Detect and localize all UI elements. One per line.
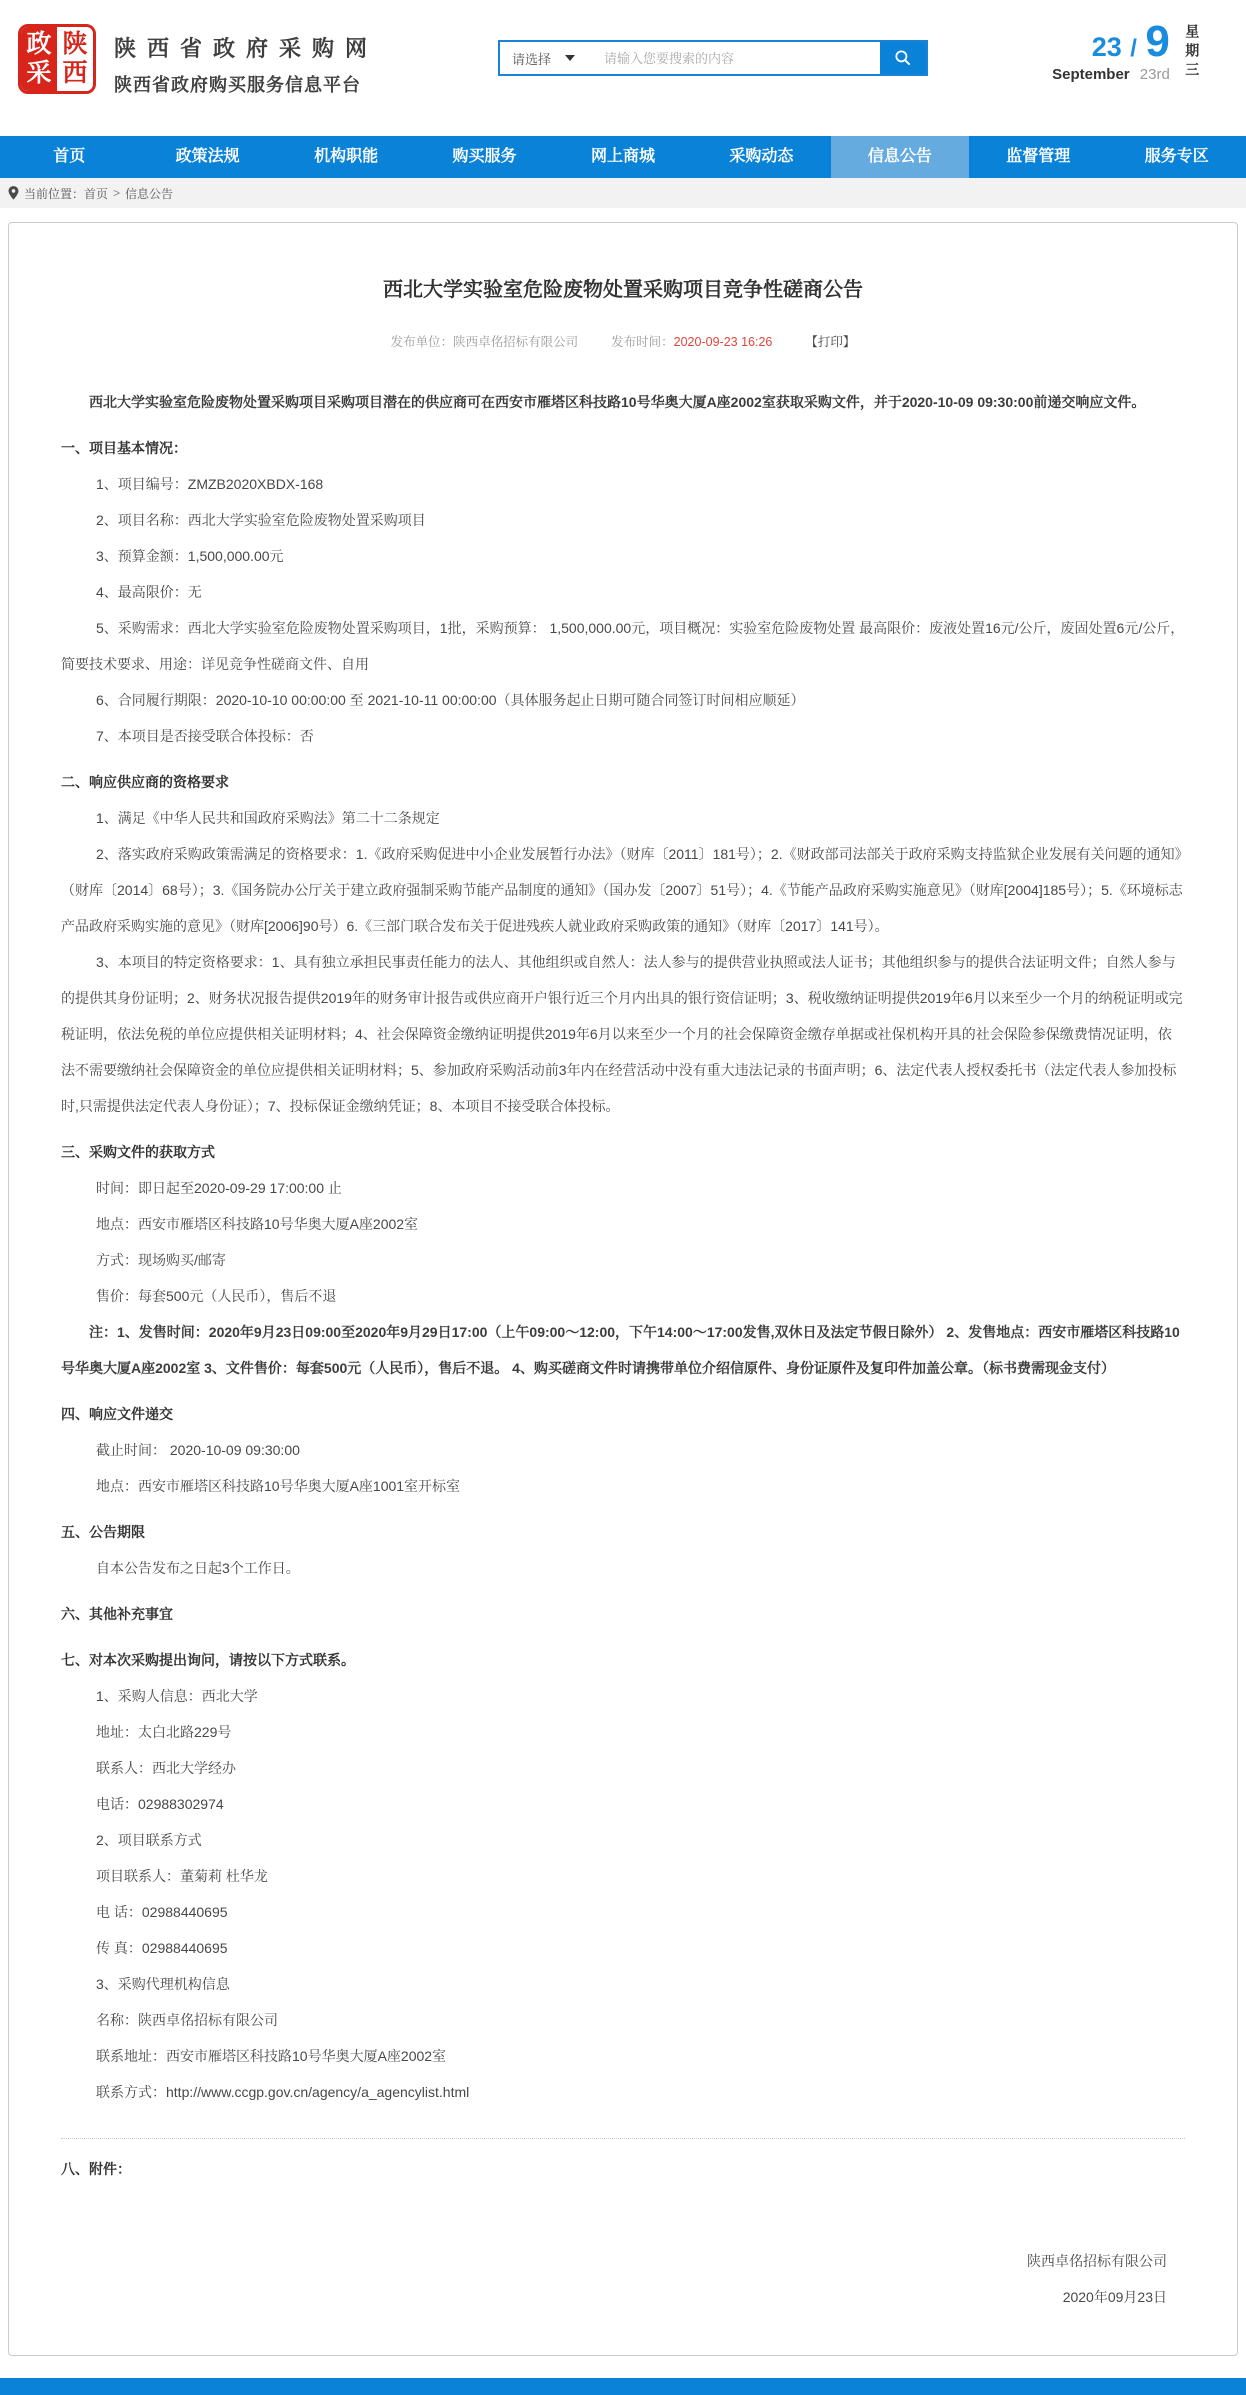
- nav-item-7[interactable]: 信息公告: [831, 136, 969, 178]
- section-heading: 二、响应供应商的资格要求: [61, 774, 229, 790]
- section-heading: 五、公告期限: [61, 1524, 145, 1540]
- content-paragraph: 地点：西安市雁塔区科技路10号华奥大厦A座1001室开标室: [96, 1478, 461, 1494]
- content-paragraph: 3、预算金额：1,500,000.00元: [96, 548, 284, 564]
- search-box: [498, 40, 928, 76]
- section-heading: 四、响应文件递交: [61, 1406, 173, 1422]
- nav: [0, 136, 1246, 178]
- content-paragraph: 5、采购需求：西北大学实验室危险废物处置采购项目，1批，采购预算： 1,500,000.00元，项目概况：实验室危险废物处置 最高限价：废液处置16元/公斤，废固处置6元/公斤，简要技术要求、用途：详见竞争性磋商文件、自用: [61, 620, 1185, 672]
- content-paragraph: 注：1、发售时间：2020年9月23日09:00至2020年9月29日17:00（上午09:00～12:00，下午14:00～17:00发售,双休日及法定节假日除外） 2、发售地点：西安市雁塔区科技路10号华奥大厦A座2002室 3、文件售价：每套500元（人民币），售后不退。 4、购买磋商文件时请携带单位介绍信原件、身份证原件及复印件加盖公章。（标书费需现金支付）: [61, 1324, 1180, 1376]
- date-month-number: 9: [1145, 17, 1170, 66]
- content-paragraph: 联系地址：西安市雁塔区科技路10号华奥大厦A座2002室: [96, 2048, 447, 2064]
- site-logo-icon: [18, 24, 96, 94]
- content-paragraph: 1、满足《中华人民共和国政府采购法》第二十二条规定: [96, 810, 440, 826]
- content-paragraph: 1、采购人信息：西北大学: [96, 1688, 258, 1704]
- site-titles: [114, 32, 378, 97]
- article-meta: [61, 332, 1185, 350]
- nav-item-8[interactable]: 监督管理: [1006, 148, 1071, 165]
- nav-item-1[interactable]: 首页: [53, 148, 86, 165]
- section-heading: 七、对本次采购提出询问，请按以下方式联系。: [61, 1652, 355, 1668]
- location-pin-icon: [8, 186, 19, 200]
- section-heading: 六、其他补充事宜: [61, 1606, 173, 1622]
- content-paragraph: 联系方式：http://www.ccgp.gov.cn/agency/a_agencylist.html: [96, 2084, 470, 2100]
- site-header: [0, 0, 1246, 136]
- content-paragraph: 2、落实政府采购政策需满足的资格要求：1.《政府采购促进中小企业发展暂行办法》（财库〔2011〕181号）；2.《财政部司法部关于政府采购支持监狱企业发展有关问题的通知》（财库〔2014〕68号）；3.《国务院办公厅关于建立政府强制采购节能产品制度的通知》（国办发〔2007〕51号）；4.《节能产品政府采购实施意见》（财库[2004]185号）；5.《环境标志产品政府采购实施的意见》（财库[2006]90号）6.《三部门联合发布关于促进残疾人就业政府采购政策的通知》（财库〔2017〕141号）。: [61, 846, 1183, 934]
- content-paragraph: 名称：陕西卓佲招标有限公司: [96, 2012, 278, 2028]
- logo-left-column: [21, 27, 57, 91]
- logo-right-column: [57, 27, 93, 91]
- logo-char: 西: [62, 59, 88, 87]
- content-paragraph: 电话：02988302974: [96, 1796, 224, 1812]
- breadcrumb-prefix: 当前位置：: [24, 186, 85, 201]
- content-paragraph: 截止时间： 2020-10-09 09:30:00: [96, 1442, 300, 1458]
- signature-date: 2020年09月23日: [1062, 2289, 1167, 2305]
- breadcrumb-separator: >: [113, 186, 121, 200]
- search-input[interactable]: [596, 42, 880, 74]
- nav-item-2[interactable]: 政策法规: [175, 148, 240, 165]
- search-category-label: 请选择: [512, 51, 552, 67]
- search-icon: [894, 49, 912, 67]
- signature-block: [61, 2243, 1185, 2315]
- article-body: [61, 384, 1185, 2187]
- pubtime-value: 2020-09-23 16:26: [673, 335, 773, 349]
- breadcrumb-current: 信息公告: [125, 186, 174, 201]
- signature-company: 陕西卓佲招标有限公司: [1027, 2253, 1167, 2269]
- section-heading: 三、采购文件的获取方式: [61, 1144, 215, 1160]
- content-paragraph: 电 话：02988440695: [96, 1904, 228, 1920]
- content-paragraph: 3、采购代理机构信息: [96, 1976, 230, 1992]
- section-heading: 八、附件：: [61, 2161, 131, 2177]
- publisher-value: 陕西卓佲招标有限公司: [453, 335, 579, 349]
- content-paragraph: 地点：西安市雁塔区科技路10号华奥大厦A座2002室: [96, 1216, 419, 1232]
- breadcrumb: [0, 178, 1246, 208]
- publisher-label: 发布单位：: [390, 335, 454, 349]
- content-paragraph: 地址：太白北路229号: [96, 1724, 232, 1740]
- date-widget: [1052, 17, 1230, 83]
- date-weekday: 星期三: [1184, 24, 1201, 81]
- content-paragraph: 联系人：西北大学经办: [96, 1760, 236, 1776]
- date-subline: [1052, 66, 1170, 83]
- logo-char: 采: [26, 59, 52, 87]
- content-paragraph: 售价：每套500元（人民币），售后不退: [96, 1288, 337, 1304]
- nav-item-5[interactable]: 网上商城: [590, 148, 655, 165]
- content-paragraph: 2、项目联系方式: [96, 1832, 202, 1848]
- nav-item-6[interactable]: 采购动态: [729, 148, 794, 165]
- date-day: 23: [1091, 32, 1122, 62]
- content-paragraph: 方式：现场购买/邮寄: [96, 1252, 226, 1268]
- content-paragraph: 2、项目名称：西北大学实验室危险废物处置采购项目: [96, 512, 426, 528]
- content-paragraph: 西北大学实验室危险废物处置采购项目采购项目潜在的供应商可在西安市雁塔区科技路10号华奥大厦A座2002室获取采购文件，并于2020-10-09 09:30:00前递交响应文件。: [89, 394, 1146, 410]
- content-paragraph: 6、合同履行期限：2020-10-10 00:00:00 至 2021-10-11 00:00:00（具体服务起止日期可随合同签订时间相应顺延）: [96, 692, 805, 708]
- content-paragraph: 传 真：02988440695: [96, 1940, 228, 1956]
- date-month-name: September: [1052, 66, 1130, 83]
- nav-item-4[interactable]: 购买服务: [452, 148, 517, 165]
- content-paragraph: 时间：即日起至2020-09-29 17:00:00 止: [96, 1180, 342, 1196]
- content-paragraph: 7、本项目是否接受联合体投标：否: [96, 728, 314, 744]
- footer-bar: [0, 2378, 1246, 2395]
- pubtime-label: 发布时间：: [611, 335, 674, 349]
- search-category-dropdown[interactable]: [500, 42, 596, 74]
- logo-char: 政: [26, 30, 52, 59]
- date-numbers: [1052, 17, 1170, 66]
- page-title: 西北大学实验室危险废物处置采购项目竞争性磋商公告: [383, 279, 863, 301]
- date-ordinal: 23rd: [1139, 66, 1170, 83]
- article-card: [8, 222, 1238, 2356]
- site-title: 陕西省政府采购网: [114, 36, 379, 61]
- site-subtitle: 陕西省政府购买服务信息平台: [114, 75, 361, 95]
- print-button[interactable]: 【打印】: [805, 335, 856, 349]
- section-heading: 一、项目基本情况：: [61, 440, 187, 456]
- date-main: [1052, 17, 1170, 83]
- breadcrumb-home-link[interactable]: 首页: [84, 186, 109, 201]
- nav-item-3[interactable]: 机构职能: [314, 148, 379, 165]
- search-button[interactable]: [880, 42, 926, 74]
- content-paragraph: 4、最高限价：无: [96, 584, 202, 600]
- content-paragraph: 项目联系人：董菊莉 杜华龙: [96, 1868, 268, 1884]
- content-paragraph: 自本公告发布之日起3个工作日。: [96, 1560, 300, 1576]
- logo-char: 陕: [62, 30, 88, 59]
- date-separator: /: [1130, 35, 1137, 62]
- nav-item-9[interactable]: 服务专区: [1144, 148, 1209, 165]
- dotted-divider: [61, 2138, 1185, 2139]
- content-paragraph: 3、本项目的特定资格要求：1、具有独立承担民事责任能力的法人、其他组织或自然人：法人参与的提供营业执照或法人证书；其他组织参与的提供合法证明文件；自然人参与的提供其身份证明；2、财务状况报告提供2019年的财务审计报告或供应商开户银行近三个月内出具的银行资信证明；3、税收缴纳证明提供2019年6月以来至少一个月的纳税证明或完税证明，依法免税的单位应提供相关证明材料；4、社会保障资金缴纳证明提供2019年6月以来至少一个月的社会保障资金缴存单据或社保机构开具的社会保险参保缴费情况证明，依法不需要缴纳社会保障资金的单位应提供相关证明材料；5、参加政府采购活动前3年内在经营活动中没有重大违法记录的书面声明；6、法定代表人授权委托书（法定代表人参加投标时,只需提供法定代表人身份证）；7、投标保证金缴纳凭证；8、本项目不接受联合体投标。: [61, 954, 1183, 1114]
- chevron-down-icon: [565, 55, 575, 61]
- content-paragraph: 1、项目编号：ZMZB2020XBDX-168: [96, 476, 324, 492]
